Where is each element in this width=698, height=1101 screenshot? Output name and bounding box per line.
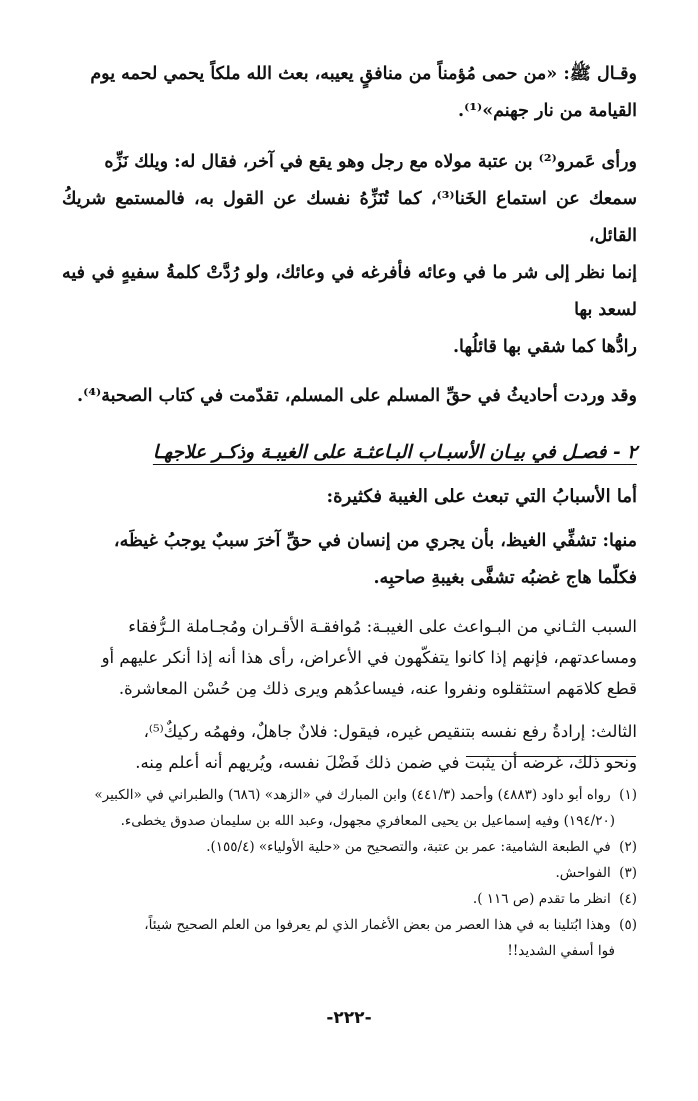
footnote-4 bbox=[62, 886, 637, 912]
page-number: -٢٢٢- bbox=[326, 1008, 372, 1028]
footnote-3 bbox=[62, 860, 637, 886]
section-heading: ٢ - فصـل في بيـان الأسبـاب البـاعثـة على الغيبـة وذكـر علاجهـا bbox=[152, 442, 637, 463]
amr-ibn-utba-paragraph bbox=[62, 144, 637, 366]
footnote-5 bbox=[62, 912, 637, 938]
footnote-text: في الطبعة الشامية: عمر بن عتبة، والتصحيح من «حلية الأولياء» (١٥٥/٤). bbox=[206, 839, 611, 855]
footnote-number: (١) bbox=[619, 787, 637, 803]
hadith-paragraph bbox=[62, 56, 637, 130]
footnote-1-continued bbox=[62, 808, 637, 834]
text-line: ورأى عَمرو⁽²⁾ بن عتبة مولاه مع رجل وهو يقع في آخر، فقال له: ويلك نَزِّه bbox=[104, 152, 637, 172]
text-line: إنما نظر إلى شر ما في وعائه فأفرغه في وعائك، ولو رُدَّتْ كلمةُ سفيهٍ في فيه لسعد بها bbox=[62, 263, 637, 320]
text-line: وقد وردت أحاديثُ في حقِّ المسلم على المسلم، تقدّمت في كتاب الصحبة⁽⁴⁾. bbox=[77, 386, 637, 406]
footnote-text: رواه أبو داود (٤٨٨٣) وأحمد (٤٤١/٣) وابن المبارك في «الزهد» (٦٨٦) والطبراني في «الكبير» bbox=[94, 787, 611, 803]
footnote-number: (٣) bbox=[619, 865, 637, 881]
footnote-text: الفواحش. bbox=[555, 865, 611, 881]
text-line: رادُّها كما شقي بها قائلُها. bbox=[452, 337, 637, 357]
footnote-text: (١٩٤/٢٠) وفيه إسماعيل بن يحيى المعافري مجهول، وعبد الله بن سليمان صدوق يخطىء. bbox=[120, 813, 615, 829]
text-line: وقـال ﷺ: «من حمى مُؤمناً من منافقٍ يعيبه، بعث الله ملكاً يحمي لحمه يوم bbox=[90, 64, 637, 84]
text-line: سمعك عن استماع الخَنا⁽³⁾، كما تُنَزِّهُ نفسك عن القول به، فالمستمع شريكُ القائل، bbox=[62, 189, 637, 246]
intro-paragraph: أما الأسبابُ التي تبعث على الغيبة فكثيرة: bbox=[326, 486, 637, 507]
rights-paragraph bbox=[62, 378, 637, 415]
footnote-divider bbox=[466, 756, 636, 757]
footnote-text: فوا أسفي الشديد!! bbox=[507, 943, 615, 959]
footnote-5-continued bbox=[62, 938, 637, 964]
text-line: فكلّما هاج غضبُه تشفَّى بغيبةِ صاحبِه. bbox=[373, 568, 637, 588]
text-line: ونحو ذلك، غرضه أن يثبت في ضمن ذلك فَضْلَ نفسه، ويُريهم أنه أعلم مِنه. bbox=[135, 753, 637, 772]
text-line: قطع كلامَهم استثقلوه ونفروا عنه، فيساعدُهم ويرى ذلك مِن حُسْن المعاشرة. bbox=[118, 679, 637, 698]
text-line: ومساعدتهم، فإنهم إذا كانوا يتفكّهون في الأعراض، رأى هذا أنه إذا أنكر عليهم أو bbox=[101, 648, 637, 667]
first-cause-paragraph bbox=[62, 523, 637, 597]
main-text bbox=[62, 56, 637, 778]
footnote-text: وهذا ابُتلينا به في هذا العصر من بعض الأغمار الذي لم يعرفوا من العلم الصحيح شيئاً، bbox=[144, 917, 611, 933]
text-line: القيامة من نار جهنم»⁽¹⁾. bbox=[458, 101, 637, 121]
text-line: منها: تشفِّي الغيظ، بأن يجري من إنسان في حقِّ آخرَ سببٌ يوجبُ غيظَه، bbox=[113, 531, 637, 551]
footnote-number: (٥) bbox=[619, 917, 637, 933]
footnote-number: (٢) bbox=[619, 839, 637, 855]
footnote-2 bbox=[62, 834, 637, 860]
footnote-number: (٤) bbox=[619, 891, 637, 907]
third-cause-paragraph bbox=[62, 716, 637, 778]
text-line: الثالث: إرادةُ رفع نفسه بتنقيص غيره، فيقول: فلانٌ جاهلٌ، وفهمُه ركيكٌ⁽⁵⁾، bbox=[143, 722, 637, 741]
text-line: السبب الثـاني من البـواعث على الغيبـة: مُوافقـة الأقـران ومُجـاملة الـرُّفقاء bbox=[128, 617, 637, 636]
footnote-1 bbox=[62, 782, 637, 808]
footnote-text: انظر ما تقدم (ص ١١٦ ). bbox=[472, 891, 611, 907]
footnotes bbox=[62, 782, 637, 964]
second-cause-paragraph bbox=[62, 611, 637, 704]
